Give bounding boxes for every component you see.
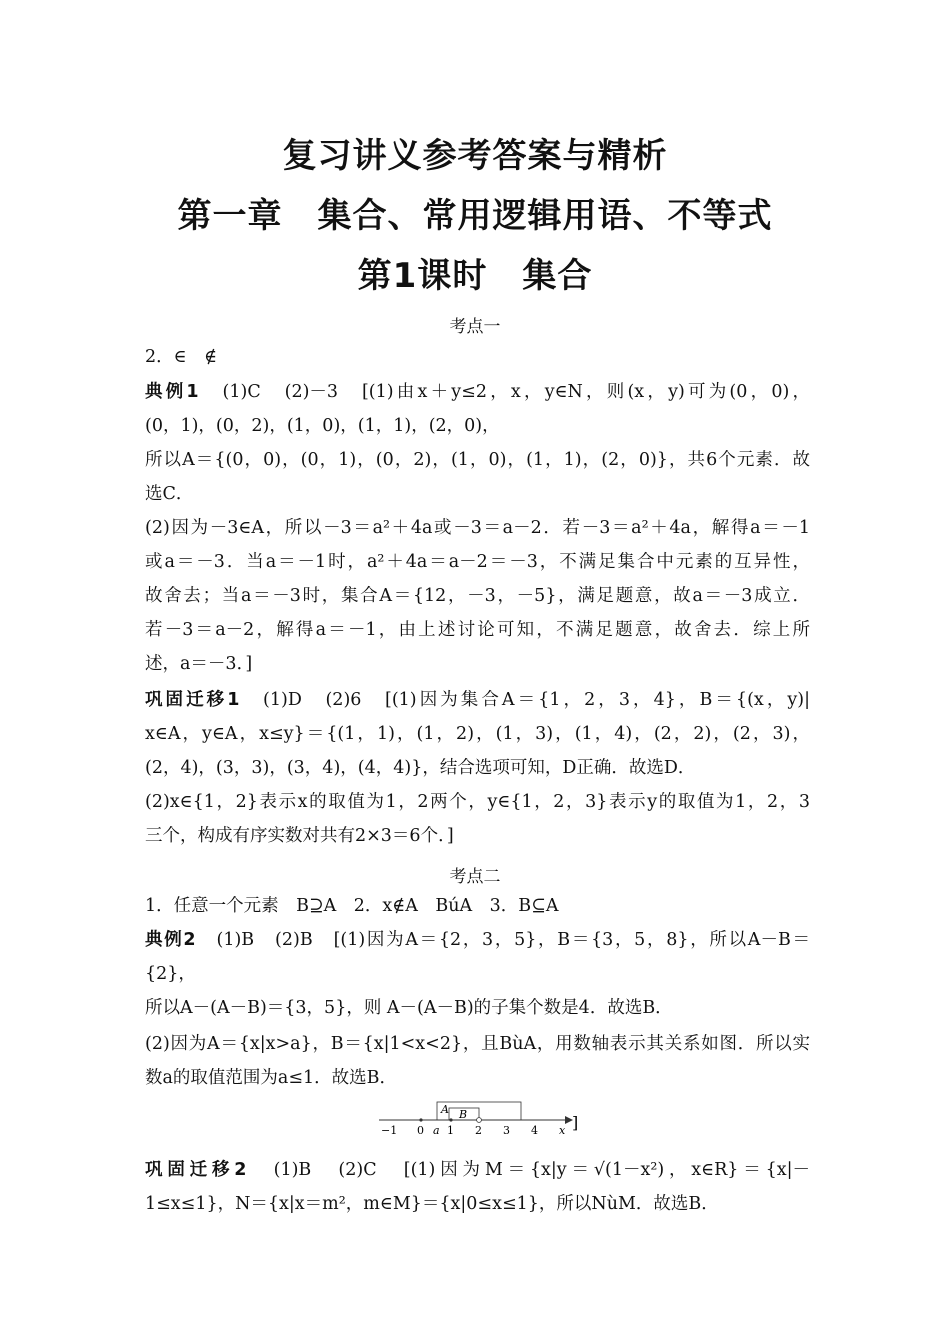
practice-label: 巩固迁移1 [145, 690, 240, 710]
answer-line: 2．∈ ∉ [145, 347, 218, 367]
section-heading-2: 考点二 [449, 867, 501, 887]
tick-label: −1 [381, 1124, 398, 1137]
example-text: (1)C (2)－3 [(1)由x＋y≤2，x，y∈N，则(x，y)可为(0，0)， [198, 382, 810, 402]
text-line: (2)因为A＝{x|x>a}，B＝{x|1<x<2}，且BùA，用数轴表示其关系如图．所以实 [145, 1034, 810, 1054]
section-heading-1: 考点一 [449, 317, 501, 337]
lesson-title: 第1课时 集合 [357, 256, 593, 296]
text-line: 述，a＝－3．] [145, 654, 253, 674]
example-label: 典例2 [145, 930, 196, 950]
text-line: 三个，构成有序实数对共有2×3＝6个．] [145, 826, 454, 846]
open-point [477, 1118, 482, 1123]
text-line: 数a的取值范围为a≤1．故选B． [145, 1068, 398, 1088]
text-line: x∈A，y∈A，x≤y}＝{(1，1)，(1，2)，(1，3)，(1，4)，(2，2)，(2，3)， [145, 724, 810, 744]
text-line: 若－3＝a－2，解得a＝－1，由上述讨论可知，不满足题意，故舍去．综上所 [145, 620, 810, 640]
tick-mark [449, 1118, 452, 1121]
number-line-figure [375, 1100, 585, 1140]
practice-text: (1)D (2)6 [(1)因为集合A＝{1，2，3，4}，B＝{(x，y)| [239, 690, 810, 710]
text-line: 1．任意一个元素 B⊇A 2．x∉A BúA 3．B⊆A [145, 896, 559, 916]
label-a: a [433, 1124, 440, 1137]
label-x: x [559, 1124, 566, 1137]
label-A: A [441, 1103, 449, 1116]
closing-bracket: ] [572, 1113, 579, 1132]
text-line: 所以A－(A－B)＝{3，5}，则 A－(A－B)的子集个数是4．故选B． [145, 998, 673, 1018]
text-line: 或a＝－3．当a＝－1时，a²＋4a＝a－2＝－3，不满足集合中元素的互异性， [145, 552, 810, 572]
text-line: 选C． [145, 484, 194, 504]
label-B: B [459, 1108, 468, 1121]
example-label: 典例1 [145, 382, 199, 402]
text-line: 故舍去；当a＝－3时，集合A＝{12，－3，－5}，满足题意，故a＝－3成立． [145, 586, 810, 606]
practice-2-line [145, 1158, 810, 1182]
chapter-title: 第一章 集合、常用逻辑用语、不等式 [177, 196, 773, 236]
example-1-line [145, 380, 810, 404]
practice-label: 巩固迁移2 [145, 1160, 247, 1180]
text-line: 1≤x≤1}，N＝{x|x＝m²，m∈M}＝{x|0≤x≤1}，所以NùM．故选B． [145, 1194, 719, 1214]
tick-label: 4 [531, 1124, 538, 1137]
tick-mark [419, 1118, 422, 1121]
example-text: (1)B (2)B [(1)因为A＝{2，3，5}，B＝{3，5，8}，所以A－B＝ [195, 930, 810, 950]
practice-text: (1)B (2)C [(1)因为M＝{x|y＝√(1－x²)，x∈R}＝{x|－ [246, 1160, 810, 1180]
text-line: 所以A＝{(0，0)，(0，1)，(0，2)，(1，0)，(1，1)，(2，0)}，共6个元素．故 [145, 450, 810, 470]
text-line: (2)因为－3∈A，所以－3＝a²＋4a或－3＝a－2．若－3＝a²＋4a，解得a＝－1 [145, 518, 810, 538]
example-2-line [145, 928, 810, 952]
tick-label: 1 [447, 1124, 454, 1137]
tick-label: 0 [417, 1124, 424, 1137]
practice-1-line [145, 688, 810, 712]
main-title: 复习讲义参考答案与精析 [282, 136, 668, 176]
tick-label: 3 [503, 1124, 510, 1137]
text-line: (2，4)，(3，3)，(3，4)，(4，4)}，结合选项可知，D正确．故选D． [145, 758, 696, 778]
text-line: (2)x∈{1，2}表示x的取值为1，2两个，y∈{1，2，3}表示y的取值为1，2，3 [145, 792, 810, 812]
text-line: (0，1)，(0，2)，(1，0)，(1，1)，(2，0)， [145, 416, 500, 436]
tick-label: 2 [475, 1124, 482, 1137]
text-line: {2}， [145, 964, 196, 984]
